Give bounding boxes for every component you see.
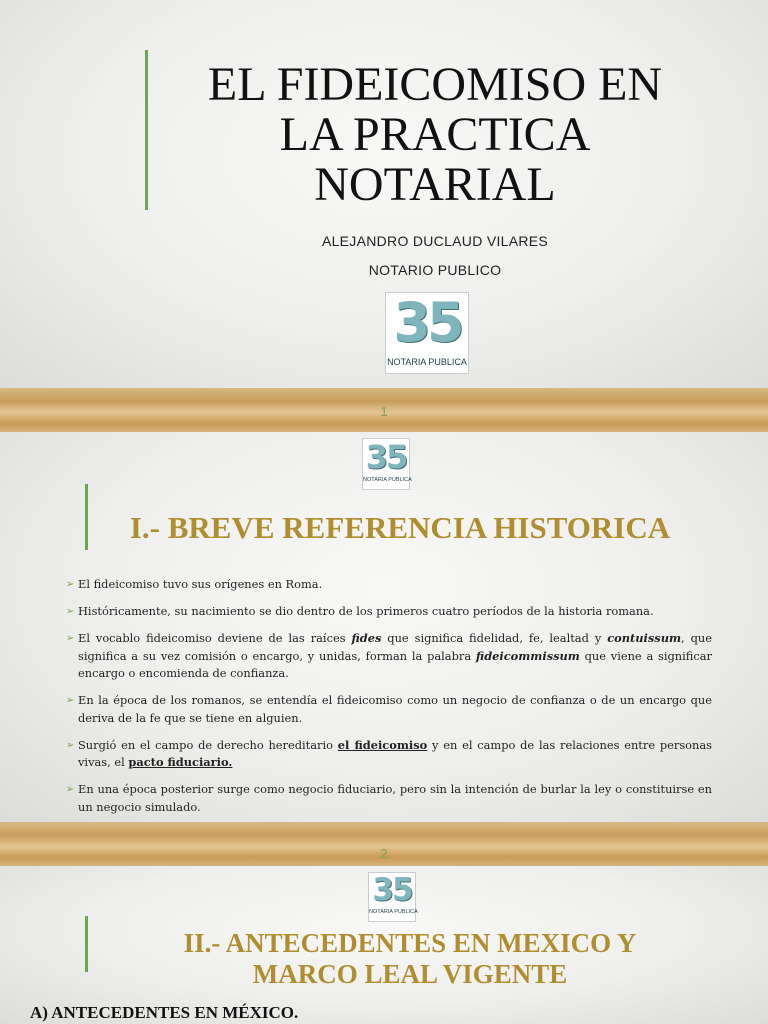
list-item: ➢ En la época de los romanos, se entendía el fideicomiso como un negocio de confianza o de un encargo que deriva de la fe que se tiene en alguien. — [66, 692, 712, 727]
list-item: ➢ El fideicomiso tuvo sus orígenes en Roma. — [66, 576, 712, 594]
logo-label: NOTARIA PUBLICA — [387, 357, 467, 367]
slide-1 — [0, 0, 768, 388]
logo-number: 35 — [365, 438, 407, 476]
list-item: ➢ En una época posterior surge como negocio fiduciario, pero sin la intención de burlar la ley o constituirse en un negocio simulado. — [66, 781, 712, 816]
notaria-logo — [368, 872, 416, 922]
notaria-logo — [385, 292, 469, 374]
title-line: NOTARIAL — [314, 158, 556, 211]
logo-number: 35 — [372, 872, 412, 908]
title-line: EL FIDEICOMISO EN — [207, 58, 663, 111]
logo-label: NOTARIA PUBLICA — [363, 477, 412, 483]
notaria-logo — [362, 438, 410, 490]
accent-bar — [145, 50, 148, 210]
logo-number: 35 — [393, 291, 461, 354]
slide-2 — [0, 432, 768, 822]
author-role: NOTARIO PUBLICO — [368, 262, 502, 278]
term-pacto-fiduciario: pacto fiduciario. — [128, 755, 233, 769]
slide-3 — [0, 866, 768, 1024]
section-heading: I.- BREVE REFERENCIA HISTORICA — [129, 510, 671, 545]
term-fides: fides — [351, 631, 382, 645]
subsection-heading: A) ANTECEDENTES EN MÉXICO. — [30, 1003, 299, 1022]
list-item: ➢ El vocablo fideicomiso deviene de las raíces fides que significa fidelidad, fe, lealtad y contuissum, que significa a su vez comisión o encargo, y unidas, forman la palabra fideicommissum que viene a significar encargo o encomienda de confianza. — [66, 630, 712, 683]
section-heading — [90, 928, 730, 990]
list-item: ➢ Surgió en el campo de derecho hereditario el fideicomiso y en el campo de las relaciones entre personas vivas, el pacto fiduciario. — [66, 737, 712, 772]
term-fideicommissum: fideicommissum — [475, 648, 580, 663]
list-item: ➢ Históricamente, su nacimiento se dio dentro de los primeros cuatro períodos de la historia romana. — [66, 603, 712, 621]
page-number: 1 — [380, 404, 388, 419]
accent-bar — [85, 916, 88, 972]
heading-line: MARCO LEAL VIGENTE — [252, 959, 568, 989]
logo-label: NOTARIA PUBLICA — [369, 909, 418, 915]
term-contuissum: contuissum — [607, 631, 682, 645]
heading-line: II.- ANTECEDENTES EN MEXICO Y — [183, 928, 637, 958]
presentation-title — [150, 60, 720, 210]
author-name: ALEJANDRO DUCLAUD VILARES — [321, 233, 549, 249]
title-line: LA PRACTICA — [279, 108, 591, 161]
page-number: 2 — [380, 846, 388, 861]
bullet-list — [66, 576, 712, 822]
term-fideicomiso: el fideicomiso — [337, 737, 428, 752]
